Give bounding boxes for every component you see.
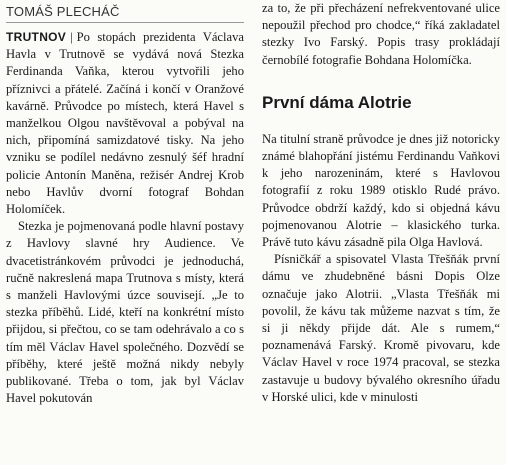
author-byline: TOMÁŠ PLECHÁČ [6,4,120,19]
dateline-separator: | [70,30,73,44]
paragraph-text: Po stopách prezidenta Václava Havla v Trutnově se vydává nová Stezka Ferdinanda Vaňka, kterou vytvořili jeho příznivci a přátelé. Začíná i končí v Oranžové kavárně. Průvodce po místech, která Havel s manželkou Olgou navštěvoval a pobýval na nich, připomíná samizdatové tisky. Na jeho vzniku se podílel nedávno zesnulý šéf hradní policie Antonín Maněna, režisér Andrej Krob nebo Havlův dvorní fotograf Bohdan Holomíček. [6,30,244,217]
right-column [262,0,500,406]
section-subheading: První dáma Alotrie [262,92,412,112]
article-paragraph-3: za to, že při přecházení nefrekventované ulice nepoužil přechod pro chodce,“ říká zakladatel stezky Ivo Farský. Popis trasy prokládají černobílé fotografie Bohdana Holomíčka. [262,1,500,67]
article-paragraph-2: Stezka je pojmenovaná podle hlavní postavy z Havlovy slavné hry Audience. Ve dvacetistránkovém průvodci je jednoduchá, ručně nakreslená mapa Trutnova s místy, která s manželi Havlovými úzce souvisejí. „Je to stezka příběhů. Lidé, kteří na konkrétní místo přijdou, si přečtou, co se tam odehrávalo a co s tím měl Václav Havel společného. Dozvědí se příběhy, které ještě možná nikdy nebyly publikované. Třeba o tom, jak byl Václav Havel pokutován [6,219,244,406]
article-paragraph-1 [6,29,244,218]
dateline: TRUTNOV [6,30,67,44]
article-paragraph-4: Na titulní straně průvodce je dnes již notoricky známé blahopřání jistému Ferdinandu Vaňkovi k jeho narozeninám, které s Havlovou fotografií z roku 1989 otisklo Rudé právo. Průvodce obdrží každý, kdo si objedná kávu pojmenovanou Alotrie – klasického turka. Právě tuto kávu zásadně pila Olga Havlová. [262,131,500,250]
byline-rule [6,22,244,23]
left-column [6,0,244,407]
article-paragraph-5: Písničkář a spisovatel Vlasta Třešňák první dámu ve zhudebněné básni Dopis Olze označuje jako Alotrii. „Vlasta Třešňák mi povolil, že kávu tak můžeme nazvat s tím, že si ji někdy přijde dát. Ale s rumem,“ poznamenává Farský. Kromě pivovaru, kde Václav Havel v roce 1974 pracoval, se stezka zastavuje u budovy bývalého okresního úřadu v Horské ulici, kde v minulosti [262,252,500,404]
